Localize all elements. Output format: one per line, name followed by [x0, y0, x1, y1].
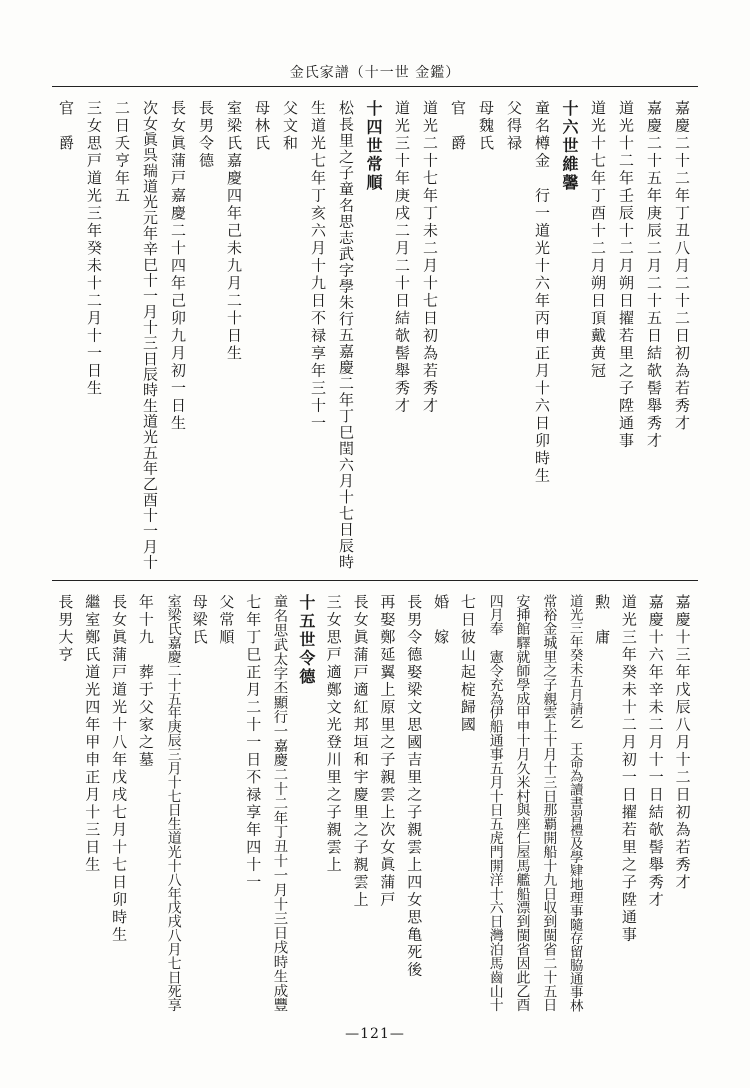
text-column: 父常順 — [217, 594, 236, 647]
text-column: 常裕金城里之子親雲上十月十三日那覇開船十九日収到閩省二十五日 — [540, 594, 557, 1012]
text-column: 室梁氏嘉慶四年己未九月二十日生 — [225, 100, 243, 363]
text-column: 七日彼山起椗歸國 — [458, 594, 477, 734]
running-head: 金氏家譜（十一世 金鑑） — [289, 65, 461, 81]
generation-heading: 十四世常順 — [364, 100, 383, 193]
text-column: 母梁氏 — [190, 594, 209, 647]
text-column: 道光三年癸未五月請乞 王命為讀書習禮及學肄地理事隨存留脇通事林 — [566, 594, 583, 1012]
text-column: 母魏氏 — [477, 100, 495, 153]
text-column: 嘉慶十六年辛未二月十一日結欹髻舉秀才 — [646, 594, 665, 909]
page-number: —121— — [345, 1026, 405, 1042]
section-label: 官 爵 — [57, 100, 75, 153]
text-column: 長女眞蒲戸嘉慶二十四年己卯九月初一日生 — [169, 100, 187, 433]
section-label: 勲 庸 — [593, 594, 612, 647]
text-column: 松長里之子童名思志武字學朱行五嘉慶二年丁巳閏六月十七日辰時 — [337, 100, 355, 570]
text-column: 七年丁巳正月二十一日不禄享年四十一 — [244, 594, 263, 892]
text-column: 道光二十七年丁未二月十七日初為若秀才 — [421, 100, 439, 415]
text-column: 長女眞蒲戸道光十八年戊戌七月十七日卯時生 — [110, 594, 129, 944]
text-column: 長男令德 — [197, 100, 215, 170]
text-column: 母林氏 — [253, 100, 271, 153]
section-label: 官 爵 — [449, 100, 467, 153]
text-column: 長男令德娶梁文思國吉里之子親雲上四女思亀死後 — [405, 594, 424, 979]
text-column: 父得禄 — [505, 100, 523, 153]
register-divider — [52, 580, 698, 581]
text-column: 童名樽金 行一道光十六年丙申正月十六日卯時生 — [533, 100, 551, 485]
top-rule — [52, 86, 698, 87]
section-label: 婚 嫁 — [432, 594, 451, 647]
text-column: 父文和 — [281, 100, 299, 153]
generation-heading: 十六世維馨 — [560, 100, 579, 193]
text-column: 長女眞蒲戸適紅邦垣和宇慶里之子親雲上 — [351, 594, 370, 909]
text-column: 嘉慶二十五年庚辰二月二十五日結欹髻舉秀才 — [645, 100, 663, 450]
text-column: 童名思武太字丕顯行一嘉慶二十二年丁丑十一月十三日戌時生成豐 — [271, 594, 288, 1012]
text-column: 道光三年癸未十二月初一日擢若里之子陞通事 — [619, 594, 638, 944]
text-column: 年十九 葬于父家之墓 — [136, 594, 155, 769]
text-column: 三女思戸適鄭文光登川里之子親雲上 — [324, 594, 343, 874]
text-column: 生道光七年丁亥六月十九日不禄享年三十一 — [309, 100, 327, 433]
text-column: 嘉慶十三年戊辰八月十二日初為若秀才 — [673, 594, 692, 892]
text-column: 次女眞呉瑞道光元年辛巳十一月十三日辰時生道光五年乙酉十一月十 — [141, 100, 159, 570]
text-column: 三女思戸道光三年癸未十二月十一日生 — [85, 100, 103, 398]
text-column: 再娶鄭延翼上原里之子親雲上次女眞蒲戸 — [378, 594, 397, 909]
text-column: 長男大亨 — [56, 594, 75, 664]
text-column: 繼室鄭氏道光四年甲申正月十三日生 — [83, 594, 102, 874]
generation-heading: 十五世令德 — [296, 594, 316, 687]
text-column: 嘉慶二十二年丁丑八月二十二日初為若秀才 — [673, 100, 691, 433]
text-column: 二日夭亨年五 — [113, 100, 131, 205]
text-column: 道光三十年庚戌二月二十日結欹髻舉秀才 — [393, 100, 411, 415]
text-column: 四月奉 憲令充為伊船通事五月十日五虎門開洋十六日灣泊馬齒山十 — [486, 594, 503, 1012]
text-column: 道光十七年丁酉十二月朔日頂戴黄冠 — [589, 100, 607, 380]
text-column: 室梁氏嘉慶二十五年庚辰三月十七日生道光十八年戊戌八月七日死享 — [164, 594, 181, 1012]
text-column: 安挿館驛就師學成甲申十月久米村與座仁屋馬艦船漂到閩省因此乙酉 — [513, 594, 530, 1012]
text-column: 道光十二年壬辰十二月朔日擢若里之子陞通事 — [617, 100, 635, 450]
